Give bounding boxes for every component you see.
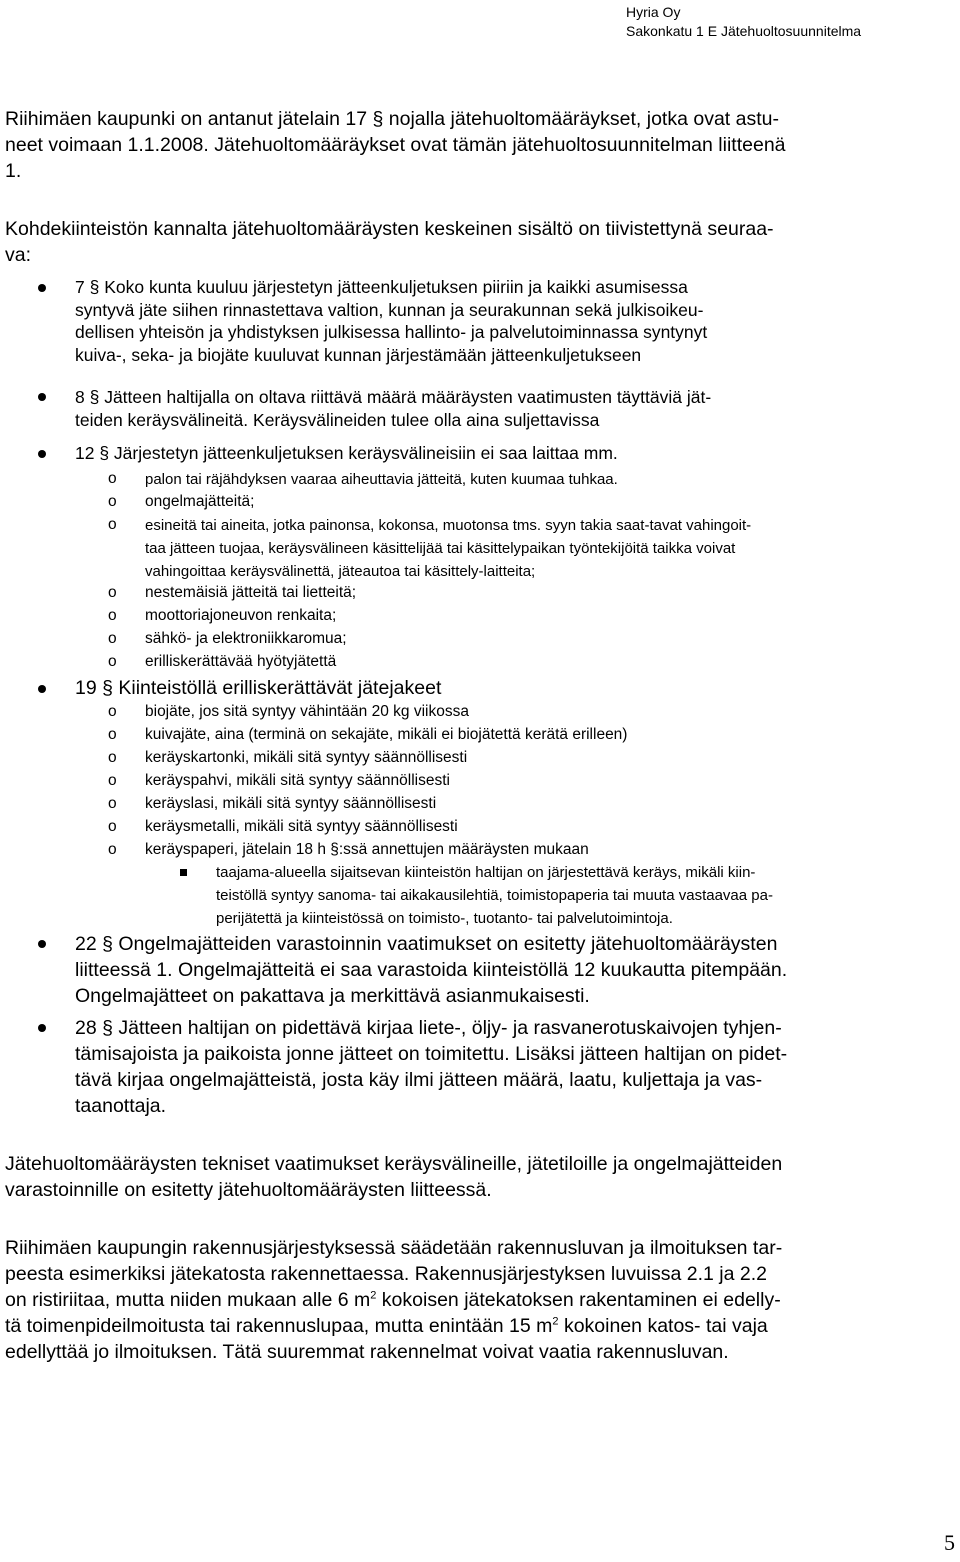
section-22: [75, 931, 787, 1009]
section-12-heading: 12 § Järjestetyn jätteenkuljetuksen keräysvälineisiin ei saa laittaa mm.: [75, 443, 618, 463]
circle-bullet-icon: o: [108, 772, 117, 789]
text-segment: on ristiriitaa, mutta niiden mukaan alle 6 m: [5, 1289, 371, 1311]
page-number: 5: [944, 1530, 955, 1555]
circle-bullet-icon: o: [108, 726, 117, 743]
bullet-icon: [38, 284, 46, 292]
list-item: [145, 514, 751, 583]
building-regulations-paragraph: [5, 1235, 782, 1365]
bullet-icon: [38, 685, 46, 693]
bullet-icon: [38, 1024, 46, 1032]
section-8: [75, 386, 711, 431]
header-company: Hyria Oy: [626, 4, 681, 20]
bullet-icon: [38, 450, 46, 458]
list-item: kuivajäte, aina (terminä on sekajäte, mikäli ei biojätettä kerätä erilleen): [145, 726, 628, 743]
text-segment: kokoinen katos- tai vaja: [558, 1315, 768, 1337]
text-line: teistöllä syntyy sanoma- tai aikakausilehtiä, toimistopaperia tai muuta vastaavaa pa-: [216, 887, 773, 904]
text-segment: kokoisen jätekatoksen rakentaminen ei edelly-: [376, 1289, 781, 1311]
list-item: moottoriajoneuvon renkaita;: [145, 607, 337, 624]
circle-bullet-icon: o: [108, 818, 117, 835]
text-line: teiden keräysvälineitä. Keräysvälineiden tulee olla aina suljettavissa: [75, 409, 600, 430]
text-line: taanottaja.: [75, 1095, 167, 1117]
text-line: esineitä tai aineita, jotka painonsa, kokonsa, muotonsa tms. syyn takia saat-tavat vahingoit-: [145, 517, 752, 534]
superscript: 2: [552, 1315, 559, 1328]
text-line: neet voimaan 1.1.2008. Jätehuoltomääräykset ovat tämän jätehuoltosuunnitelman liitteenä: [5, 134, 786, 156]
section-28: [75, 1015, 787, 1119]
text-line: taajama-alueella sijaitsevan kiinteistön haltijan on järjestettävä keräys, mikäli kiin-: [216, 864, 756, 881]
circle-bullet-icon: o: [108, 749, 117, 766]
circle-bullet-icon: o: [108, 795, 117, 812]
bullet-icon: [38, 940, 46, 948]
text-line: Riihimäen kaupunki on antanut jätelain 17 § nojalla jätehuoltomääräykset, jotka ovat astu-: [5, 108, 779, 130]
circle-bullet-icon: o: [108, 607, 117, 624]
text-line: taa jätteen tuojaa, keräysvälineen käsittelijää tai käsittelypaikan työntekijöitä taikka voivat: [145, 540, 736, 557]
text-line: Kohdekiinteistön kannalta jätehuoltomääräysten keskeinen sisältö on tiivistettynä seuraa-: [5, 218, 774, 240]
list-item: nestemäisiä jätteitä tai lietteitä;: [145, 584, 357, 601]
text-line: dellisen yhteisön ja yhdistyksen julkisessa hallinto- ja palvelutoiminnassa syntynyt: [75, 322, 708, 342]
text-line: 1.: [5, 160, 22, 182]
text-line: va:: [5, 244, 32, 266]
text-line: Ongelmajätteet on pakattava ja merkittävä asianmukaisesti.: [75, 985, 590, 1007]
text-line: 28 § Jätteen haltijan on pidettävä kirjaa liete-, öljy- ja rasvanerotuskaivojen tyhjen-: [75, 1017, 782, 1039]
text-segment: tä toimenpideilmoitusta tai rakennuslupaa, mutta enintään 15 m: [5, 1315, 553, 1337]
intro-paragraph: [5, 106, 786, 184]
circle-bullet-icon: o: [108, 841, 117, 858]
superscript: 2: [370, 1289, 377, 1302]
text-line: syntyvä jäte siihen rinnastettava valtion, kunnan ja seurakunnan sekä julkisoikeu-: [75, 299, 704, 320]
text-line: 22 § Ongelmajätteiden varastoinnin vaatimukset on esitetty jätehuoltomääräysten: [75, 933, 778, 955]
text-line: 7 § Koko kunta kuuluu järjestetyn jätteenkuljetuksen piiriin ja kaikki asumisessa: [75, 277, 688, 297]
text-line: Jätehuoltomääräysten tekniset vaatimukset keräysvälineille, jätetiloille ja ongelmajätteiden: [5, 1153, 783, 1175]
list-item: palon tai räjähdyksen vaaraa aiheuttavia jätteitä, kuten kuumaa tuhkaa.: [145, 471, 618, 488]
circle-bullet-icon: o: [108, 653, 117, 670]
page-header: [626, 3, 956, 41]
text-line: [5, 1287, 782, 1313]
technical-requirements-paragraph: [5, 1151, 782, 1203]
text-line: varastoinnille on esitetty jätehuoltomääräysten liitteessä.: [5, 1179, 492, 1201]
circle-bullet-icon: o: [108, 584, 117, 601]
list-item: keräyspahvi, mikäli sitä syntyy säännöllisesti: [145, 772, 450, 789]
text-line: kuiva-, seka- ja biojäte kuuluvat kunnan järjestämään jätteenkuljetukseen: [75, 344, 642, 365]
circle-bullet-icon: o: [108, 516, 117, 533]
text-line: Riihimäen kaupungin rakennusjärjestyksessä säädetään rakennusluvan ja ilmoituksen tar-: [5, 1237, 783, 1259]
list-item: keräyslasi, mikäli sitä syntyy säännöllisesti: [145, 795, 437, 812]
list-item: sähkö- ja elektroniikkaromua;: [145, 630, 347, 647]
text-line: tävä kirjaa ongelmajätteistä, josta käy ilmi jätteen määrä, laatu, kuljettaja ja vas-: [75, 1069, 763, 1091]
list-item: keräyskartonki, mikäli sitä syntyy säännöllisesti: [145, 749, 468, 766]
text-line: tämisajoista ja paikoista jonne jätteet on toimitettu. Lisäksi jätteen haltijan on pidet-: [75, 1043, 788, 1065]
circle-bullet-icon: o: [108, 470, 117, 487]
text-line: [5, 1313, 782, 1339]
text-line: 8 § Jätteen haltijalla on oltava riittävä määrä määräysten vaatimusten täyttäviä jät-: [75, 387, 712, 407]
bullet-icon: [38, 393, 46, 401]
summary-intro-paragraph: [5, 216, 774, 268]
text-line: peesta esimerkiksi jätekatosta rakennettaessa. Rakennusjärjestyksen luvuissa 2.1 ja 2.2: [5, 1263, 767, 1285]
text-line: edellyttää jo ilmoituksen. Tätä suuremmat rakennelmat voivat vaatia rakennusluvan.: [5, 1341, 729, 1363]
header-document-title: Sakonkatu 1 E Jätehuoltosuunnitelma: [626, 23, 862, 39]
list-item: keräyspaperi, jätelain 18 h §:ssä annettujen määräysten mukaan: [145, 841, 589, 858]
text-line: perijätettä ja kiinteistössä on toimisto-, tuotanto- tai palvelutoimintoja.: [216, 910, 673, 927]
text-line: vahingoittaa keräysvälinettä, jäteautoa tai käsittely-laitteita;: [145, 563, 536, 580]
circle-bullet-icon: o: [108, 630, 117, 647]
circle-bullet-icon: o: [108, 703, 117, 720]
square-bullet-icon: [180, 869, 187, 876]
list-item: erilliskerättävää hyötyjätettä: [145, 653, 337, 670]
text-line: liitteessä 1. Ongelmajätteitä ei saa varastoida kiinteistöllä 12 kuukautta pitempään.: [75, 959, 788, 981]
list-item: keräysmetalli, mikäli sitä syntyy säännöllisesti: [145, 818, 458, 835]
list-item: biojäte, jos sitä syntyy vähintään 20 kg viikossa: [145, 703, 469, 720]
section-7: [75, 276, 707, 366]
list-item: ongelmajätteitä;: [145, 493, 255, 510]
section-19-heading: 19 § Kiinteistöllä erilliskerättävät jätejakeet: [75, 677, 442, 699]
circle-bullet-icon: o: [108, 493, 117, 510]
sub-list-item: [216, 861, 773, 930]
